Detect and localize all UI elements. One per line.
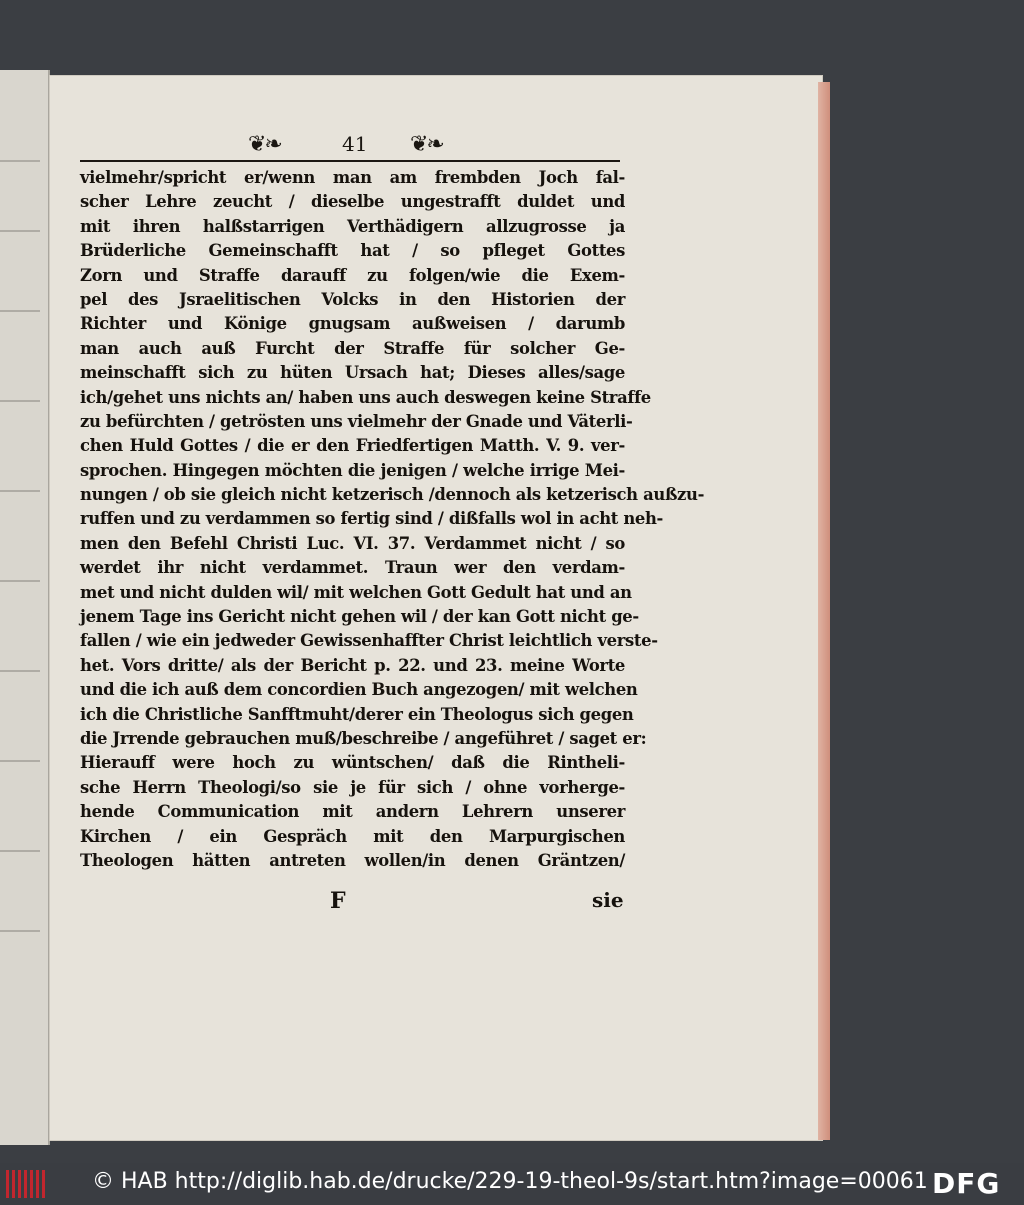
copyright-link[interactable]: © HAB http://diglib.hab.de/drucke/229-19-theol-9s/start.htm?image=00061	[92, 1169, 928, 1194]
text-line: sprochen. Hingegen möchten die jenigen / welche irrige Mei-	[80, 460, 625, 480]
bleed-line	[0, 310, 40, 312]
catchword: sie	[592, 888, 624, 912]
text-line: men den Befehl Christi Luc. VI. 37. Verdammet nicht / so	[80, 533, 625, 553]
bleed-line	[0, 400, 40, 402]
text-line: jenem Tage ins Gericht nicht gehen wil / der kan Gott nicht ge-	[80, 607, 639, 627]
bleed-line	[0, 580, 40, 582]
text-line: het. Vors dritte/ als der Bericht p. 22. und 23. meine Worte	[80, 655, 625, 675]
text-line: Theologen hätten antreten wollen/in denen Gräntzen/	[80, 850, 625, 870]
bleed-line	[0, 670, 40, 672]
text-line: Kirchen / ein Gespräch mit den Marpurgischen	[80, 826, 625, 846]
text-line: ruffen und zu verdammen so fertig sind / dißfalls wol in acht neh-	[80, 509, 664, 529]
page-body	[80, 166, 705, 873]
text-line: scher Lehre zeucht / dieselbe ungestrafft duldet und	[80, 192, 625, 212]
text-line: sche Herrn Theologi/so sie je für sich / ohne vorherge-	[80, 777, 625, 797]
ornament-icon: ❦❧	[248, 132, 281, 157]
text-line: hende Communication mit andern Lehrern unserer	[80, 802, 625, 822]
bleed-line	[0, 490, 40, 492]
page-edge	[818, 82, 830, 1140]
text-line: ich/gehet uns nichts an/ haben uns auch deswegen keine Straffe	[80, 387, 651, 407]
text-line: met und nicht dulden wil/ mit welchen Gott Gedult hat und an	[80, 582, 632, 602]
dfg-logo: DFG	[932, 1167, 1001, 1200]
barcode-icon	[6, 1170, 48, 1198]
bleed-line	[0, 160, 40, 162]
text-line: fallen / wie ein jedweder Gewissenhaffter Christ leichtlich verste-	[80, 631, 658, 651]
page-number: 41	[342, 132, 368, 156]
text-line: pel des Jsraelitischen Volcks in den Historien der	[80, 289, 625, 309]
page-header	[80, 128, 620, 162]
header-rule	[80, 160, 620, 162]
facing-page-edge	[0, 70, 50, 1145]
footer-bar	[0, 1163, 1024, 1205]
text-line: meinschafft sich zu hüten Ursach hat; Dieses alles/sage	[80, 363, 625, 383]
ornament-icon: ❦❧	[410, 132, 443, 157]
text-line: zu befürchten / getrösten uns vielmehr der Gnade und Väterli-	[80, 411, 633, 431]
text-line: chen Huld Gottes / die er den Friedfertigen Matth. V. 9. ver-	[80, 436, 625, 456]
bleed-line	[0, 760, 40, 762]
signature-mark: F	[330, 888, 346, 914]
bleed-line	[0, 850, 40, 852]
text-line: Zorn und Straffe darauff zu folgen/wie die Exem-	[80, 265, 625, 285]
text-line: Brüderliche Gemeinschafft hat / so pfleget Gottes	[80, 241, 625, 261]
text-line: Hierauff were hoch zu wüntschen/ daß die Rintheli-	[80, 753, 625, 773]
text-line: werdet ihr nicht verdammet. Traun wer den verdam-	[80, 558, 625, 578]
text-line: nungen / ob sie gleich nicht ketzerisch /dennoch als ketzerisch außzu-	[80, 485, 705, 505]
text-line: die Jrrende gebrauchen muß/beschreibe / angeführet / saget er:	[80, 728, 647, 748]
text-line: ich die Christliche Sanfftmuht/derer ein Theologus sich gegen	[80, 704, 634, 724]
text-line: man auch auß Furcht der Straffe für solcher Ge-	[80, 338, 625, 358]
text-line: und die ich auß dem concordien Buch angezogen/ mit welchen	[80, 680, 638, 700]
text-line: mit ihren halßstarrigen Verthädigern allzugrosse ja	[80, 216, 625, 236]
bleed-line	[0, 230, 40, 232]
text-line: Richter und Könige gnugsam außweisen / darumb	[80, 314, 625, 334]
text-line: vielmehr/spricht er/wenn man am frembden Joch fal-	[80, 168, 625, 187]
bleed-line	[0, 930, 40, 932]
